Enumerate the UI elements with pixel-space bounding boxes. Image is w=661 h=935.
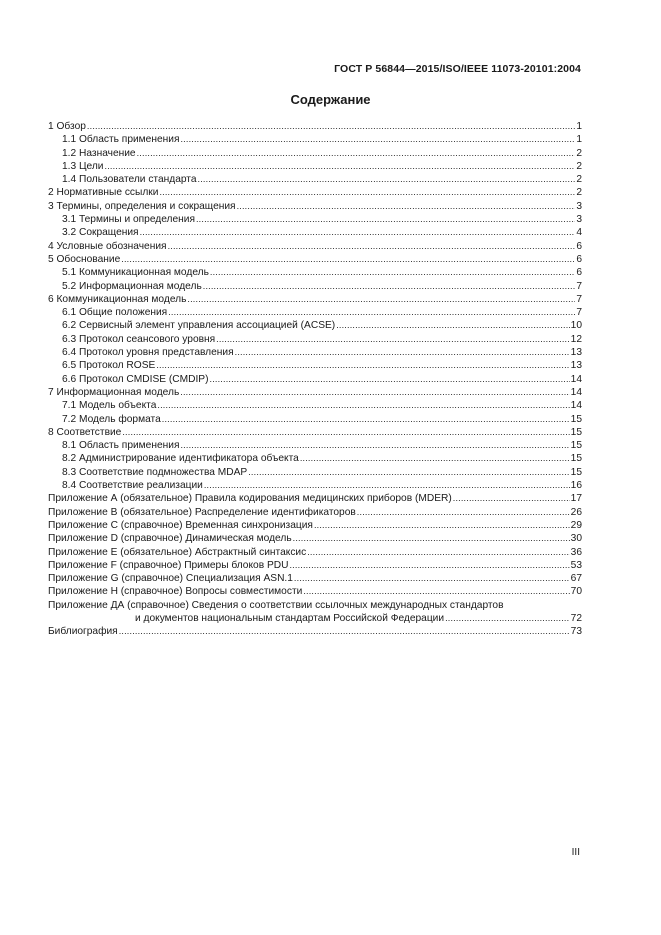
toc-entry-title: 3.1 Термины и определения (62, 214, 195, 226)
toc-entry-title: Библиография (48, 626, 118, 638)
toc-entry-page: 14 (570, 386, 582, 398)
toc-entry-page: 1 (576, 121, 582, 132)
toc-leader-dots (121, 253, 575, 266)
toc-leader-dots (293, 532, 570, 545)
toc-leader-dots (180, 386, 569, 399)
toc-entry[interactable] (48, 280, 582, 293)
toc-entry-title: Приложение F (справочное) Примеры блоков PDU (48, 559, 289, 571)
toc-entry[interactable] (48, 359, 582, 372)
toc-entry-page: 7 (576, 307, 582, 319)
toc-entry-title: 1.3 Цели (62, 160, 104, 172)
toc-entry-page: 30 (570, 533, 582, 545)
toc-entry[interactable] (48, 559, 582, 572)
toc-entry-page: 1 (576, 134, 582, 146)
toc-entry-title: 6.6 Протокол CMDISE (CMDIP) (62, 373, 209, 385)
toc-entry-title: 8.2 Администрирование идентификатора объекта (62, 453, 299, 465)
toc-entry-title: Приложение В (обязательное) Распределение идентификаторов (48, 506, 356, 518)
toc-entry-title: 6.5 Протокол ROSE (62, 360, 156, 372)
toc-entry[interactable] (48, 625, 582, 638)
toc-entry[interactable] (48, 519, 582, 532)
toc-entry-title: 8.1 Область применения (62, 440, 180, 452)
toc-entry-title: 1.2 Назначение (62, 147, 136, 159)
toc-leader-dots (248, 466, 569, 479)
toc-entry[interactable] (48, 373, 582, 386)
toc-entry[interactable] (48, 612, 582, 625)
toc-entry-title: 7 Информационная модель (48, 386, 180, 398)
toc-entry-page: 13 (570, 347, 582, 359)
toc-entry-title: 2 Нормативные ссылки (48, 187, 159, 199)
toc-leader-dots (122, 426, 569, 439)
toc-entry-title: 5.1 Коммуникационная модель (62, 267, 209, 279)
toc-leader-dots (237, 200, 576, 213)
toc-entry-page: 70 (570, 586, 582, 598)
toc-entry[interactable] (48, 386, 582, 399)
toc-leader-dots (156, 359, 569, 372)
toc-leader-dots (314, 519, 570, 532)
toc-entry-title: 5.2 Информационная модель (62, 280, 202, 292)
standard-designation: ГОСТ Р 56844—2015/ISO/IEEE 11073-20101:2004 (334, 63, 581, 75)
toc-leader-dots (137, 147, 576, 160)
toc-entry-page: 6 (576, 253, 582, 265)
toc-entry[interactable] (48, 466, 582, 479)
toc-entry-title: 4 Условные обозначения (48, 240, 167, 252)
toc-entry-page: 6 (576, 267, 582, 279)
toc-entry-title: 3 Термины, определения и сокращения (48, 200, 236, 212)
toc-entry-page: 3 (576, 200, 582, 212)
toc-entry[interactable] (48, 147, 582, 160)
toc-entry-title: Приложение D (справочное) Динамическая модель (48, 533, 292, 545)
toc-entry-title: и документов национальным стандартам Российской Федерации (135, 612, 445, 624)
toc-entry[interactable] (48, 599, 582, 612)
toc-entry-page: 72 (570, 612, 582, 624)
toc-entry[interactable] (48, 532, 582, 545)
toc-entry-page: 16 (570, 480, 582, 492)
toc-entry[interactable] (48, 240, 582, 253)
toc-leader-dots (180, 439, 569, 452)
toc-leader-dots (157, 399, 569, 412)
toc-entry-page: 15 (570, 466, 582, 478)
toc-entry[interactable] (48, 319, 582, 332)
toc-entry[interactable] (48, 506, 582, 519)
toc-leader-dots (210, 373, 570, 386)
toc-leader-dots (87, 120, 575, 133)
toc-leader-dots (336, 319, 569, 332)
toc-entry[interactable] (48, 186, 582, 199)
toc-leader-dots (453, 492, 570, 505)
toc-entry-title: Приложение Н (справочное) Вопросы совместимости (48, 586, 303, 598)
toc-entry-title: 8.3 Соответствие подмножества MDAP (62, 466, 248, 478)
toc-entry-page: 10 (570, 320, 582, 332)
toc-entry-page: 2 (576, 147, 582, 159)
toc-entry-title: Приложение ДА (справочное) Сведения о соответствии ссылочных международных стандартов (48, 599, 504, 611)
toc-entry[interactable] (48, 173, 582, 186)
toc-entry-page: 7 (576, 280, 582, 292)
toc-entry[interactable] (48, 200, 582, 213)
toc-entry[interactable] (48, 439, 582, 452)
toc-entry-title: 5 Обоснование (48, 253, 121, 265)
toc-entry-title: 8.4 Соответствие реализации (62, 480, 203, 492)
toc-entry-page: 15 (570, 413, 582, 425)
toc-leader-dots (300, 452, 570, 465)
toc-entry[interactable] (48, 120, 582, 133)
toc-leader-dots (162, 413, 570, 426)
toc-entry-title: 1 Обзор (48, 121, 86, 132)
toc-entry-page: 17 (570, 493, 582, 505)
toc-entry[interactable] (48, 413, 582, 426)
toc-entry[interactable] (48, 306, 582, 319)
toc-entry-title: 7.2 Модель формата (62, 413, 161, 425)
toc-leader-dots (357, 506, 570, 519)
toc-entry-title: 3.2 Сокращения (62, 227, 139, 239)
toc-leader-dots (294, 572, 570, 585)
toc-entry[interactable] (48, 399, 582, 412)
toc-entry-title: 1.4 Пользователи стандарта (62, 174, 197, 186)
toc-entry-page: 14 (570, 373, 582, 385)
toc-entry-page: 6 (576, 240, 582, 252)
toc-entry-page: 2 (576, 174, 582, 186)
toc-entry-title: Приложение А (обязательное) Правила кодирования медицинских приборов (MDER) (48, 493, 452, 505)
toc-leader-dots (140, 226, 576, 239)
toc-entry-title: 6.4 Протокол уровня представления (62, 347, 234, 359)
toc-leader-dots (159, 186, 575, 199)
toc-leader-dots (105, 160, 576, 173)
toc-entry[interactable] (48, 133, 582, 146)
toc-entry[interactable] (48, 426, 582, 439)
toc-entry-page: 15 (570, 440, 582, 452)
toc-leader-dots (203, 280, 576, 293)
toc-entry-page: 67 (570, 573, 582, 585)
toc-entry[interactable] (48, 253, 582, 266)
toc-entry-title: Приложение С (справочное) Временная синхронизация (48, 519, 313, 531)
toc-entry-page: 73 (570, 626, 582, 638)
toc-leader-dots (216, 333, 569, 346)
toc-leader-dots (289, 559, 569, 572)
toc-leader-dots (198, 173, 576, 186)
toc-leader-dots (168, 306, 575, 319)
toc-leader-dots (119, 625, 570, 638)
toc-entry-page: 29 (570, 519, 582, 531)
toc-entry-page: 13 (570, 360, 582, 372)
toc-entry-page: 2 (576, 187, 582, 199)
toc-leader-dots (196, 213, 575, 226)
toc-entry-title: 6.3 Протокол сеансового уровня (62, 333, 216, 345)
toc-entry[interactable] (48, 213, 582, 226)
toc-entry-title: 6 Коммуникационная модель (48, 293, 187, 305)
toc-entry[interactable] (48, 572, 582, 585)
toc-entry[interactable] (48, 160, 582, 173)
toc-entry-title: 8 Соответствие (48, 426, 122, 438)
toc-entry[interactable] (48, 346, 582, 359)
toc-entry-page: 12 (570, 333, 582, 345)
toc-entry-page: 3 (576, 214, 582, 226)
toc-leader-dots (180, 133, 575, 146)
toc-leader-dots (187, 293, 575, 306)
toc-leader-dots (303, 585, 569, 598)
page-number: III (571, 847, 580, 858)
toc-title: Содержание (290, 92, 371, 107)
toc-entry-page: 7 (576, 293, 582, 305)
table-of-contents (48, 120, 582, 639)
toc-entry-title: 6.1 Общие положения (62, 307, 168, 319)
toc-entry-page: 2 (576, 160, 582, 172)
toc-entry-page: 14 (570, 400, 582, 412)
toc-entry[interactable] (48, 479, 582, 492)
toc-entry-title: 6.2 Сервисный элемент управления ассоциацией (ACSE) (62, 320, 336, 332)
toc-entry-page: 26 (570, 506, 582, 518)
toc-entry-page: 15 (570, 426, 582, 438)
toc-leader-dots (307, 546, 569, 559)
toc-entry[interactable] (48, 585, 582, 598)
toc-entry-page: 36 (570, 546, 582, 558)
toc-entry-page: 15 (570, 453, 582, 465)
toc-entry-title: 7.1 Модель объекта (62, 400, 157, 412)
toc-leader-dots (445, 612, 570, 625)
toc-entry[interactable] (48, 333, 582, 346)
toc-entry[interactable] (48, 293, 582, 306)
toc-entry[interactable] (48, 546, 582, 559)
toc-leader-dots (235, 346, 570, 359)
toc-leader-dots (204, 479, 570, 492)
toc-entry-title: 1.1 Область применения (62, 134, 180, 146)
toc-entry[interactable] (48, 452, 582, 465)
toc-entry-title: Приложение G (справочное) Специализация ASN.1 (48, 573, 293, 585)
toc-entry[interactable] (48, 226, 582, 239)
toc-entry-page: 4 (576, 227, 582, 239)
toc-entry-page: 53 (570, 559, 582, 571)
toc-entry[interactable] (48, 266, 582, 279)
toc-entry-title: Приложение E (обязательное) Абстрактный синтаксис (48, 546, 307, 558)
toc-entry[interactable] (48, 492, 582, 505)
toc-leader-dots (210, 266, 575, 279)
toc-leader-dots (168, 240, 576, 253)
